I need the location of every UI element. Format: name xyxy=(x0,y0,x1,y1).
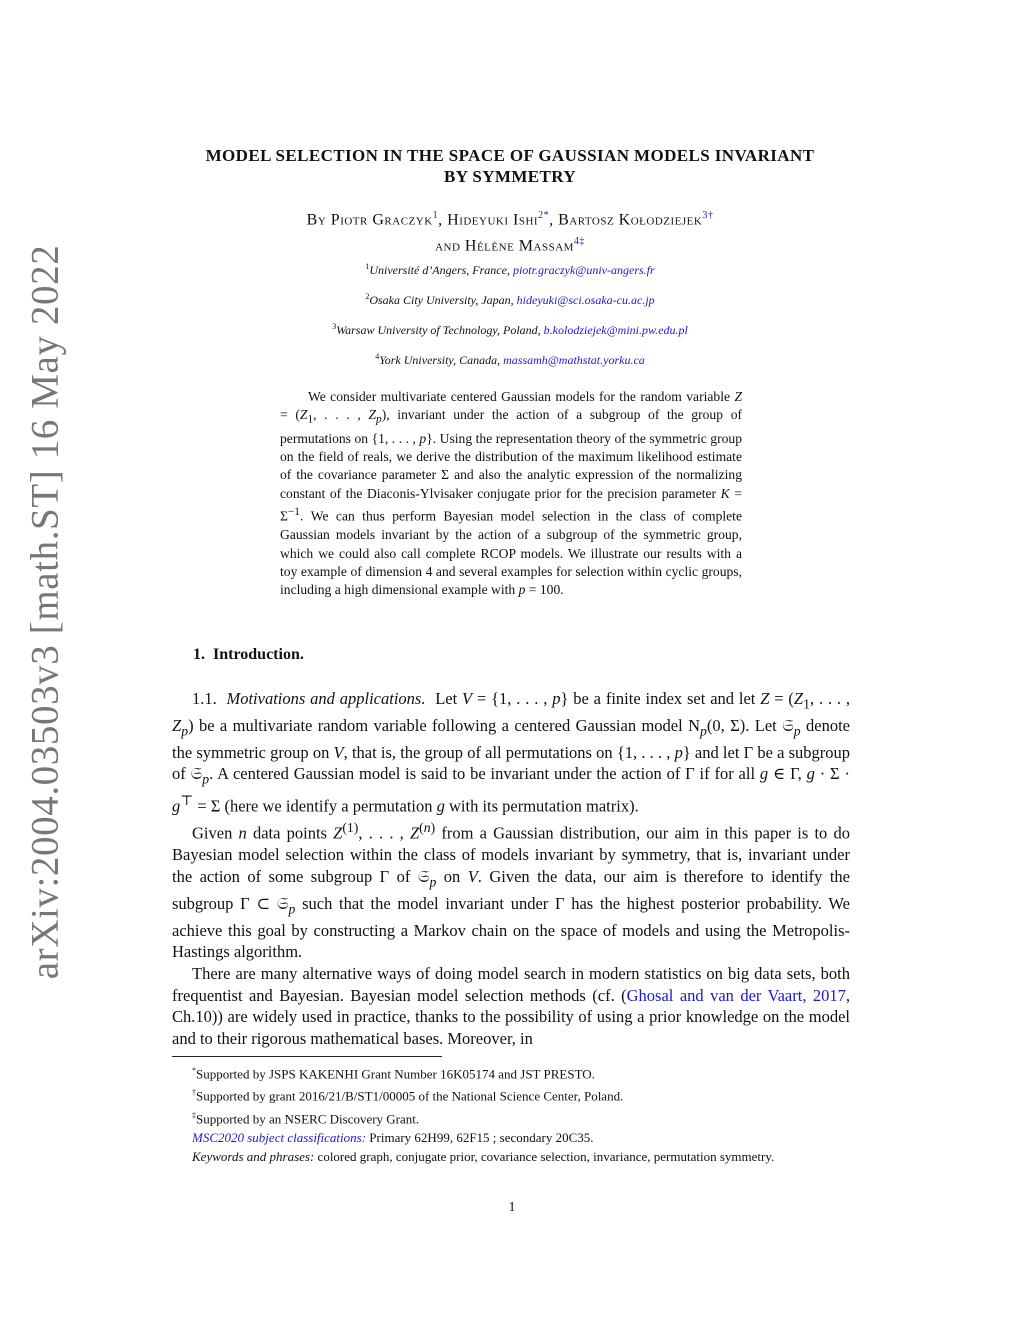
footnote-divider xyxy=(172,1056,442,1057)
affiliation: $^3$Warsaw University of Technology, Poland, b.kolodziejek@mini.pw.edu.pl xyxy=(332,322,688,337)
msc-link[interactable]: MSC2020 subject classifications: xyxy=(192,1129,367,1145)
email-link[interactable]: b.kolodziejek@mini.pw.edu.pl xyxy=(543,323,688,337)
affiliation: $^1$Université d’Angers, France, piotr.graczyk@univ-angers.fr xyxy=(365,262,655,277)
paper-title: MODEL SELECTION IN THE SPACE OF GAUSSIAN MODELS INVARIANT BY SYMMETRY xyxy=(205,146,815,186)
author-name: Hideyuki Ishi xyxy=(447,211,539,229)
footnote: ‡Supported by an NSERC Discovery Grant. xyxy=(192,1110,420,1126)
msc-classification: MSC2020 subject classifications: Primary 62H99, 62F15 ; secondary 20C35. xyxy=(192,1129,594,1145)
arxiv-identifier: arXiv:2004.03503v3 [math.ST] 16 May 2022 xyxy=(23,244,67,980)
paragraph: There are many alternative ways of doing model search in modern statistics on big data sets, both frequentist and Bayesian. Bayesian model selection methods (cf. (Ghosal and van der Vaart, 2017, Ch.10)) are widely used in practice, thanks to the possibility of using a prior knowledge on the model and to their rigorous mathematical bases. Moreover, in xyxy=(172,964,851,1048)
section-heading: 1. Introduction. xyxy=(193,646,304,663)
page-number: 1 xyxy=(508,1200,516,1215)
affiliation: $^4$York University, Canada, massamh@mathstat.yorku.ca xyxy=(375,352,645,367)
author-list: By Piotr Graczyk$^1$, Hideyuki Ishi$^{2*}$, Bartosz Kołodziejek$^{3\dagger}$ and Hélène Massam$^{4\ddagger}$ xyxy=(306,210,714,255)
footnote: *Supported by JSPS KAKENHI Grant Number 16K05174 and JST PRESTO. xyxy=(192,1066,595,1082)
email-link[interactable]: massamh@mathstat.yorku.ca xyxy=(503,353,645,367)
keywords: Keywords and phrases: colored graph, conjugate prior, covariance selection, invariance, permutation symmetry. xyxy=(192,1148,775,1164)
paragraph: Given n data points $Z^{(1)}$, . . . , $Z^{(n)}$ from a Gaussian distribution, our aim in this paper is to do Bayesian model selection within the class of models invariant by symmetry, that is, invariant under the action of some subgroup Γ of 𝔖$_p$ on V. Given the data, our aim is therefore to identify the subgroup Γ ⊂ 𝔖$_p$ such that the model invariant under Γ has the highest posterior probability. We achieve this goal by constructing a Markov chain on the space of models and using the Metropolis-Hastings algorithm. xyxy=(172,820,851,962)
citation-link[interactable]: Ghosal and van der Vaart, 2017 xyxy=(626,985,846,1005)
author-name: Hélène Massam xyxy=(464,237,574,255)
footnote: †Supported by grant 2016/21/B/ST1/00005 of the National Science Center, Poland. xyxy=(192,1088,624,1104)
footnotes xyxy=(172,1061,850,1166)
arxiv-sidebar xyxy=(15,0,75,1325)
abstract: We consider multivariate centered Gaussian models for the random variable $Z = (Z_1$, . . . , $Z_p$), invariant under the action of a subgroup of the group of permutations on {1, . . . , p}. Using the representation theory of the symmetric group on the field of reals, we derive the distribution of the maximum likelihood estimate of the covariance parameter Σ and also the analytic expression of the normalizing constant of the Diaconis-Ylvisaker conjugate prior for the precision parameter $K = \Sigma^{-1}$. We can thus perform Bayesian model selection in the class of complete Gaussian models invariant by the action of a subgroup of the symmetric group, which we could also call complete RCOP models. We illustrate our results with a toy example of dimension 4 and several examples for selection within cyclic groups, including a high dimensional example with p = 100. xyxy=(280,389,743,598)
email-link[interactable]: hideyuki@sci.osaka-cu.ac.jp xyxy=(516,293,655,307)
body-text xyxy=(172,688,850,1049)
email-link[interactable]: piotr.graczyk@univ-angers.fr xyxy=(512,263,655,277)
author-name: Bartosz Kołodziejek xyxy=(558,211,703,229)
paragraph: 1.1. Motivations and applications. Let V = {1, . . . , p} be a finite index set and let $Z = (Z_1$, . . . , $Z_p$) be a multivariate random variable following a centered Gaussian model $N_p(0$, Σ). Let 𝔖$_p$ denote the symmetric group on V, that is, the group of all permutations on {1, . . . , p} and let Γ be a subgroup of 𝔖$_p$. A centered Gaussian model is said to be invariant under the action of Γ if for all g ∈ Γ, g · Σ · g⊤ = Σ (here we identify a permutation g with its permutation matrix). xyxy=(172,689,851,816)
author-name: Piotr Graczyk xyxy=(330,211,433,229)
affiliation: $^2$Osaka City University, Japan, hideyuki@sci.osaka-cu.ac.jp xyxy=(365,292,655,307)
